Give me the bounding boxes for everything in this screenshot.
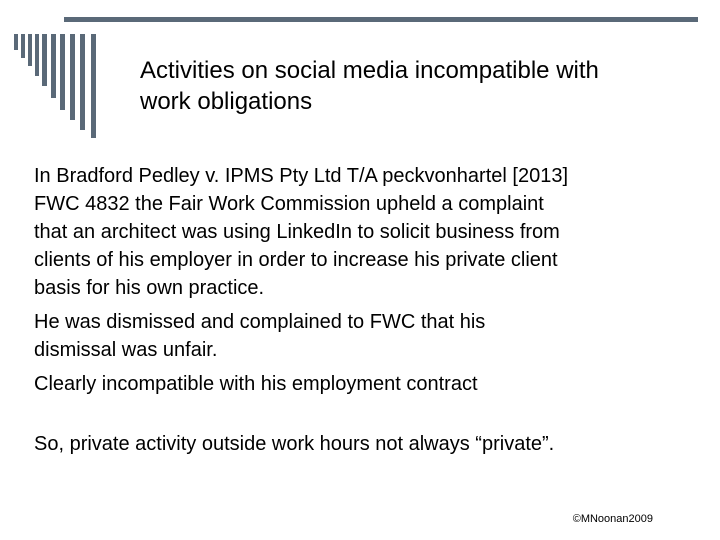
title-line: work obligations <box>140 88 313 115</box>
bar <box>70 34 75 120</box>
text-line: So, private activity outside work hours not always “private”. <box>34 433 555 455</box>
text-line: Clearly incompatible with his employment contract <box>34 373 478 395</box>
bar <box>60 34 65 110</box>
slide-title <box>140 55 700 117</box>
paragraph-dismissal <box>34 308 704 364</box>
bar <box>51 34 56 98</box>
text-line: basis for his own practice. <box>34 277 265 299</box>
bar <box>35 34 39 76</box>
spacer <box>34 398 704 430</box>
bar <box>21 34 25 58</box>
slide-body <box>34 162 704 458</box>
text-line: clients of his employer in order to increase his private client <box>34 249 558 271</box>
text-line: He was dismissed and complained to FWC that his <box>34 311 486 333</box>
bar <box>91 34 96 138</box>
text-line: that an architect was using LinkedIn to solicit business from <box>34 221 560 243</box>
bar <box>42 34 47 86</box>
copyright-footer: ©MNoonan2009 <box>572 513 653 525</box>
bar <box>14 34 18 50</box>
text-line: dismissal was unfair. <box>34 339 218 361</box>
text-line: In Bradford Pedley v. IPMS Pty Ltd T/A peckvonhartel [2013] <box>34 165 568 187</box>
top-rule <box>64 17 698 22</box>
bar <box>80 34 85 130</box>
bar <box>28 34 32 66</box>
paragraph-conclusion <box>34 370 704 398</box>
paragraph-summary <box>34 430 704 458</box>
decorative-bars <box>14 34 124 144</box>
paragraph-case <box>34 162 704 302</box>
text-line: FWC 4832 the Fair Work Commission upheld a complaint <box>34 193 544 215</box>
title-line: Activities on social media incompatible with <box>140 57 599 84</box>
